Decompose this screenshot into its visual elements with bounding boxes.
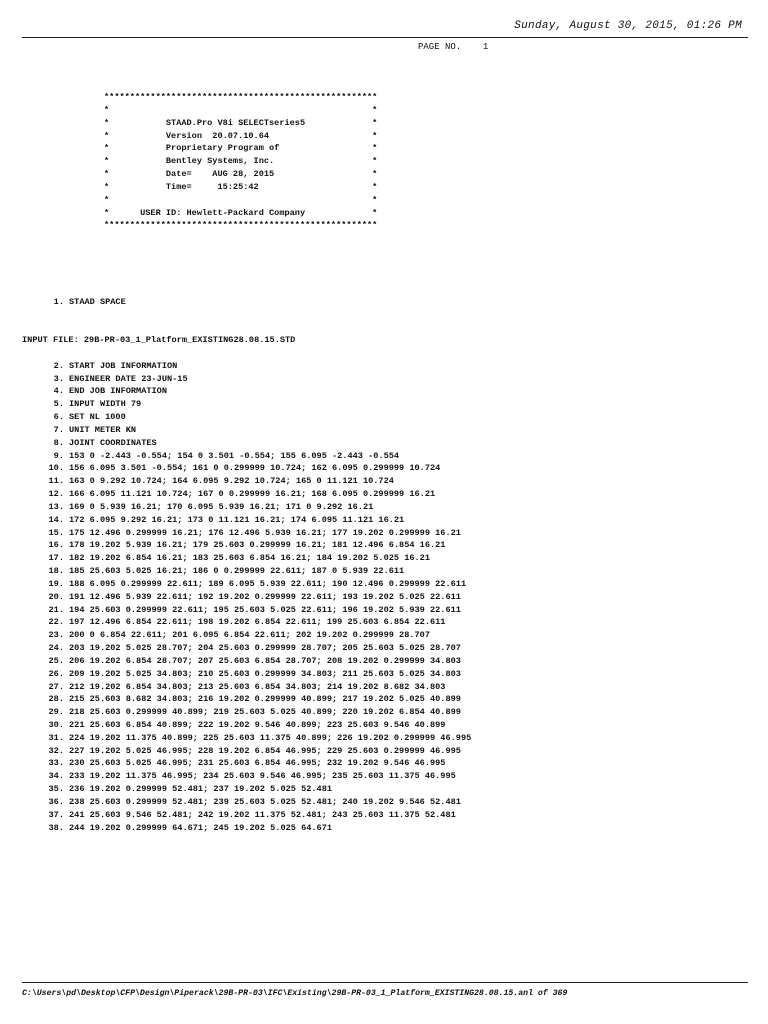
line-number: 3.: [53, 373, 64, 384]
line-number: 25.: [48, 655, 64, 666]
line-text: 172 6.095 9.292 16.21; 173 0 11.121 16.21; 174 6.095 11.121 16.21: [69, 514, 405, 525]
line-number: 2.: [53, 360, 64, 371]
line-text: 209 19.202 5.025 34.803; 210 25.603 0.299999 34.803; 211 25.603 5.025 34.803: [69, 668, 461, 679]
listing-line: [22, 488, 471, 501]
line-number: 22.: [48, 617, 64, 628]
line-text: STAAD SPACE: [69, 296, 126, 307]
line-number: 1.: [53, 296, 64, 307]
line-number: 19.: [48, 578, 64, 589]
line-text: SET NL 1000: [69, 412, 126, 423]
header-divider: [22, 37, 748, 38]
line-number: 23.: [48, 630, 64, 641]
footer-divider: [22, 982, 748, 983]
line-text: 238 25.603 0.299999 52.481; 239 25.603 5.025 52.481; 240 19.202 9.546 52.481: [69, 796, 461, 807]
line-text: 200 0 6.854 22.611; 201 6.095 6.854 22.611; 202 19.202 0.299999 28.707: [69, 630, 430, 641]
listing-line: [22, 552, 471, 565]
line-number: 15.: [48, 527, 64, 538]
line-text: 194 25.603 0.299999 22.611; 195 25.603 5.025 22.611; 196 19.202 5.939 22.611: [69, 604, 461, 615]
line-number: 38.: [48, 822, 64, 833]
listing-line: [22, 770, 471, 783]
line-number: 10.: [48, 463, 64, 474]
line-text: 185 25.603 5.025 16.21; 186 0 0.299999 22.611; 187 0 5.939 22.611: [69, 566, 405, 577]
line-number: 18.: [48, 566, 64, 577]
line-number: 8.: [53, 437, 64, 448]
banner-line: * Version 20.07.10.64 *: [104, 130, 378, 141]
line-number: 17.: [48, 553, 64, 564]
listing-line: [22, 681, 471, 694]
line-text: START JOB INFORMATION: [69, 360, 178, 371]
listing-line: [22, 539, 471, 552]
listing-line: [22, 424, 471, 437]
line-number: 20.: [48, 591, 64, 602]
listing-line: [22, 745, 471, 758]
line-number: 27.: [48, 681, 64, 692]
line-number: 13.: [48, 501, 64, 512]
line-text: 188 6.095 0.299999 22.611; 189 6.095 5.939 22.611; 190 12.496 0.299999 22.611: [69, 578, 467, 589]
listing-line: [22, 450, 471, 463]
line-text: 227 19.202 5.025 46.995; 228 19.202 6.854 46.995; 229 25.603 0.299999 46.995: [69, 745, 461, 756]
line-text: 206 19.202 6.854 28.707; 207 25.603 6.854 28.707; 208 19.202 0.299999 34.803: [69, 655, 461, 666]
line-text: 175 12.496 0.299999 16.21; 176 12.496 5.939 16.21; 177 19.202 0.299999 16.21: [69, 527, 461, 538]
line-text: 197 12.496 6.854 22.611; 198 19.202 6.854 22.611; 199 25.603 6.854 22.611: [69, 617, 446, 628]
listing-line: [22, 783, 471, 796]
line-number: 14.: [48, 514, 64, 525]
line-number: 34.: [48, 771, 64, 782]
line-number: 37.: [48, 809, 64, 820]
line-number: 11.: [48, 476, 64, 487]
banner-line: * STAAD.Pro V8i SELECTseries5 *: [104, 117, 378, 128]
line-number: 28.: [48, 694, 64, 705]
listing-line: [22, 591, 471, 604]
line-number: 26.: [48, 668, 64, 679]
line-number: 35.: [48, 784, 64, 795]
listing-line: [22, 693, 471, 706]
line-text: 156 6.095 3.501 -0.554; 161 0 0.299999 10.724; 162 6.095 0.299999 10.724: [69, 463, 441, 474]
listing-line: [22, 462, 471, 475]
page-number-line: [418, 42, 488, 52]
line-text: 191 12.496 5.939 22.611; 192 19.202 0.299999 22.611; 193 19.202 5.025 22.611: [69, 591, 461, 602]
listing-line: [22, 668, 471, 681]
line-number: 24.: [48, 643, 64, 654]
line-text: 233 19.202 11.375 46.995; 234 25.603 9.546 46.995; 235 25.603 11.375 46.995: [69, 771, 456, 782]
listing-line: [22, 642, 471, 655]
banner-line: * USER ID: Hewlett-Packard Company *: [104, 207, 378, 218]
listing-line: [22, 719, 471, 732]
page-number-label: PAGE NO.: [418, 42, 462, 52]
line-text: JOINT COORDINATES: [69, 437, 157, 448]
line-number: 31.: [48, 732, 64, 743]
line-text: 244 19.202 0.299999 64.671; 245 19.202 5.025 64.671: [69, 822, 333, 833]
banner-line: * Date= AUG 28, 2015 *: [104, 169, 378, 180]
line-number: 12.: [48, 489, 64, 500]
line-text: INPUT WIDTH 79: [69, 399, 142, 410]
banner-line: * *: [104, 194, 378, 205]
banner-line: * Bentley Systems, Inc. *: [104, 156, 378, 167]
listing-line: [22, 757, 471, 770]
input-file-line: INPUT FILE: 29B-PR-03_1_Platform_EXISTING28.08.15.STD: [22, 335, 296, 346]
listing-line: [22, 629, 471, 642]
listing-line: [22, 360, 471, 373]
banner-line: * *: [104, 104, 378, 115]
listing-line: [22, 616, 471, 629]
banner-line: *****************************************************: [104, 92, 378, 102]
line-text: 166 6.095 11.121 10.724; 167 0 0.299999 16.21; 168 6.095 0.299999 16.21: [69, 489, 436, 500]
line-text: END JOB INFORMATION: [69, 386, 167, 397]
line-number: 33.: [48, 758, 64, 769]
line-text: 241 25.603 9.546 52.481; 242 19.202 11.375 52.481; 243 25.603 11.375 52.481: [69, 809, 456, 820]
listing-line: [22, 655, 471, 668]
line-number: 7.: [53, 424, 64, 435]
listing-line: [22, 796, 471, 809]
line-text: 203 19.202 5.025 28.707; 204 25.603 0.299999 28.707; 205 25.603 5.025 28.707: [69, 643, 461, 654]
listing-line: [22, 437, 471, 450]
line-text: 182 19.202 6.854 16.21; 183 25.603 6.854 16.21; 184 19.202 5.025 16.21: [69, 553, 430, 564]
line-text: 221 25.603 6.854 40.899; 222 19.202 9.546 40.899; 223 25.603 9.546 40.899: [69, 719, 446, 730]
line-number: 21.: [48, 604, 64, 615]
line-text: 163 0 9.292 10.724; 164 6.095 9.292 10.724; 165 0 11.121 10.724: [69, 476, 394, 487]
line-text: UNIT METER KN: [69, 424, 137, 435]
line-number: 36.: [48, 796, 64, 807]
line-number: 16.: [48, 540, 64, 551]
banner-line: * Proprietary Program of *: [104, 143, 378, 154]
listing-line: [22, 565, 471, 578]
line-number: 9.: [53, 450, 64, 461]
listing-line: [22, 475, 471, 488]
listing-line: [22, 385, 471, 398]
listing-line: [22, 373, 471, 386]
line-number: 4.: [53, 386, 64, 397]
listing-line: [22, 501, 471, 514]
line-text: 212 19.202 6.854 34.803; 213 25.603 6.854 34.803; 214 19.202 8.682 34.803: [69, 681, 446, 692]
listing-line: [22, 578, 471, 591]
listing-line: [22, 398, 471, 411]
program-banner: [104, 91, 377, 232]
banner-line: * Time= 15:25:42 *: [104, 181, 378, 192]
line-number: 29.: [48, 707, 64, 718]
banner-line: *****************************************************: [104, 220, 378, 231]
listing-line: [22, 514, 471, 527]
listing-line: [22, 296, 471, 309]
line-text: 169 0 5.939 16.21; 170 6.095 5.939 16.21; 171 0 9.292 16.21: [69, 501, 374, 512]
listing-line: [22, 411, 471, 424]
line-text: 236 19.202 0.299999 52.481; 237 19.202 5.025 52.481: [69, 784, 333, 795]
line-number: 30.: [48, 719, 64, 730]
line-text: ENGINEER DATE 23-JUN-15: [69, 373, 188, 384]
listing-line: [22, 732, 471, 745]
listing-line: [22, 809, 471, 822]
line-text: 153 0 -2.443 -0.554; 154 0 3.501 -0.554; 155 6.095 -2.443 -0.554: [69, 450, 400, 461]
listing-line: [22, 604, 471, 617]
page-number-value: 1: [482, 42, 489, 52]
input-listing: [22, 270, 471, 834]
line-text: 215 25.603 8.682 34.803; 216 19.202 0.299999 40.899; 217 19.202 5.025 40.899: [69, 694, 461, 705]
listing-line: [22, 822, 471, 835]
report-date: Sunday, August 30, 2015, 01:26 PM: [514, 20, 742, 32]
file-path-footer: C:\Users\pd\Desktop\CFP\Design\Piperack\29B-PR-03\IFC\Existing\29B-PR-03_1_Platform_EXISTING28.08.15.anl of 369: [22, 989, 568, 998]
line-number: 32.: [48, 745, 64, 756]
line-number: 5.: [53, 399, 64, 410]
line-text: 224 19.202 11.375 40.899; 225 25.603 11.375 40.899; 226 19.202 0.299999 46.995: [69, 732, 472, 743]
line-text: 178 19.202 5.939 16.21; 179 25.603 0.299999 16.21; 181 12.496 6.854 16.21: [69, 540, 446, 551]
listing-line: [22, 527, 471, 540]
listing-line: [22, 706, 471, 719]
line-text: 218 25.603 0.299999 40.899; 219 25.603 5.025 40.899; 220 19.202 6.854 40.899: [69, 707, 461, 718]
line-text: 230 25.603 5.025 46.995; 231 25.603 6.854 46.995; 232 19.202 9.546 46.995: [69, 758, 446, 769]
line-number: 6.: [53, 412, 64, 423]
